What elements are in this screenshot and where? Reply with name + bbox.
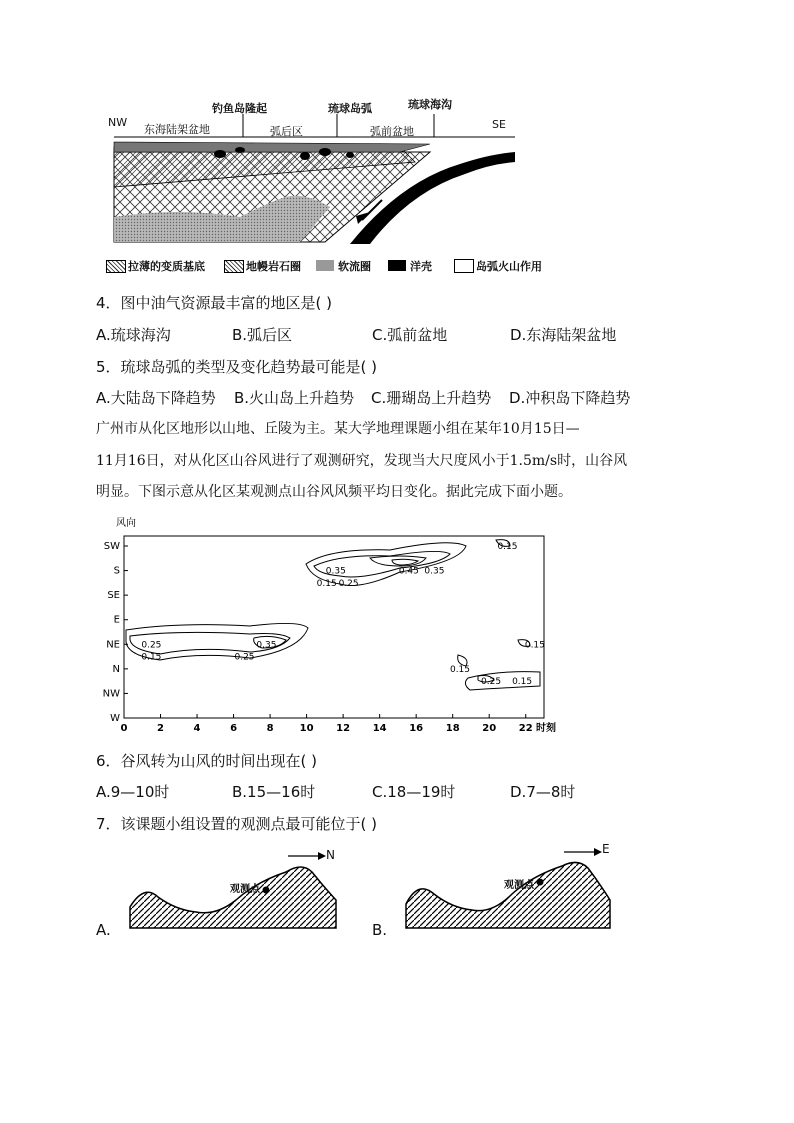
- q7-figure-b: [372, 842, 632, 942]
- legend-swatch-volcanic: [454, 259, 474, 273]
- q6-stem: 6．谷风转为山风的时间出现在( ): [96, 752, 318, 770]
- passage-line-3: 明显。下图示意从化区某观测点山谷风风频平均日变化。据此完成下面小题。: [96, 484, 572, 500]
- contour-label: 0.15: [524, 640, 545, 651]
- legend-swatch-asthenosphere: [316, 260, 334, 271]
- contour-label: 0.15: [449, 664, 471, 675]
- wind-chart: [100, 510, 556, 735]
- q7-figure-a: [96, 842, 356, 942]
- q7-a-arrow-label: N: [326, 848, 335, 862]
- passage-line-2: 11月16日，对从化区山谷风进行了观测研究，发现当大尺度风小于1.5m/s时，山谷风: [96, 453, 628, 469]
- y-tick-label: SE: [107, 590, 120, 602]
- contour-label: 0.25: [234, 652, 255, 663]
- q4-option-a: A.琉球海沟: [96, 326, 171, 344]
- contour-label: 0.25: [141, 640, 162, 651]
- contour-label: 0.35: [256, 640, 277, 651]
- q7-b-letter: B.: [372, 921, 388, 939]
- contour-label: 0.25: [338, 578, 359, 589]
- q4-option-b: B.弧后区: [232, 326, 293, 344]
- observation-point-a: [263, 887, 270, 894]
- q5-option-d: D.冲积岛下降趋势: [509, 389, 631, 407]
- label-back-arc: 弧后区: [270, 125, 303, 138]
- contour-label: 0.25: [481, 677, 502, 688]
- y-tick-label: SW: [103, 541, 120, 552]
- label-ryukyu-arc: 琉球岛弧: [328, 102, 372, 115]
- q6-option-a: A.9—10时: [96, 783, 170, 801]
- x-tick-label: 2: [157, 723, 165, 734]
- x-tick-label: 10: [299, 723, 314, 734]
- contour-label: 0.35: [424, 566, 445, 577]
- q7-b-point-label: 观测点: [504, 880, 534, 891]
- y-tick-label: NW: [102, 688, 120, 700]
- figure1-legend: [106, 258, 556, 276]
- contour-label: 0.15: [316, 578, 337, 589]
- y-axis-label: 风向: [116, 518, 136, 529]
- label-nw: NW: [108, 116, 128, 129]
- label-fore-arc: 弧前盆地: [370, 125, 414, 138]
- legend-swatch-basement: [106, 260, 126, 273]
- cross-section-figure: [100, 92, 550, 277]
- q7-a-letter: A.: [96, 921, 111, 939]
- label-ryukyu-trench: 琉球海沟: [408, 98, 452, 111]
- q6-option-d: D.7—8时: [510, 783, 576, 801]
- y-tick-label: N: [112, 663, 120, 675]
- x-tick-label: 14: [372, 723, 387, 734]
- contour-label: 0.15: [512, 677, 533, 688]
- q7-a-point-label: 观测点: [230, 884, 260, 895]
- x-tick-label: 6: [230, 723, 238, 734]
- q6-option-c: C.18—19时: [372, 783, 456, 801]
- contour-label: 0.15: [141, 652, 162, 663]
- legend-oceancrust: 洋壳: [410, 260, 432, 273]
- x-axis-label: 时刻: [536, 723, 556, 734]
- x-tick-label: 4: [193, 723, 201, 734]
- contour-label: 0.15: [497, 542, 518, 552]
- east-arrow-icon: [594, 848, 602, 856]
- x-tick-label: 22: [518, 723, 533, 734]
- x-tick-label: 8: [266, 723, 274, 734]
- contour-label-group: [141, 542, 545, 687]
- x-tick-label: 18: [445, 723, 460, 734]
- legend-mantle: 地幔岩石圈: [246, 260, 301, 273]
- legend-asthenosphere: 软流圈: [338, 260, 371, 273]
- y-tick-label: NE: [106, 639, 120, 651]
- legend-swatch-mantle: [224, 260, 244, 273]
- q5-option-b: B.火山岛上升趋势: [234, 389, 355, 407]
- label-se: SE: [492, 118, 506, 131]
- y-tick-label: E: [113, 614, 120, 626]
- contour-lines: [126, 540, 540, 690]
- q5-option-c: C.珊瑚岛上升趋势: [371, 389, 492, 407]
- label-shelf-basin: 东海陆架盆地: [144, 123, 210, 136]
- x-tick-label: 0: [120, 723, 128, 734]
- q7-figure-a-svg: [96, 842, 356, 942]
- q7-figure-b-svg: [372, 842, 632, 942]
- passage-line-1: 广州市从化区地形以山地、丘陵为主。某大学地理课题小组在某年10月15日—: [96, 421, 580, 437]
- q5-option-a: A.大陆岛下降趋势: [96, 389, 216, 407]
- x-tick-group: [121, 714, 533, 734]
- q7-stem: 7．该课题小组设置的观测点最可能位于( ): [96, 815, 378, 833]
- wind-chart-svg: [100, 510, 556, 735]
- x-tick-label: 12: [336, 723, 351, 734]
- legend-swatch-oceancrust: [388, 260, 406, 271]
- legend-volcanic: 岛弧火山作用: [476, 260, 542, 273]
- x-tick-label: 20: [482, 723, 497, 734]
- north-arrow-icon: [318, 852, 326, 860]
- contour-label: 0.45: [398, 566, 419, 577]
- y-tick-label: S: [113, 565, 120, 577]
- chart-frame: [124, 536, 544, 718]
- cross-section-svg: [100, 92, 550, 277]
- q4-option-d: D.东海陆架盆地: [510, 326, 617, 344]
- q6-option-b: B.15—16时: [232, 783, 316, 801]
- legend-basement: 拉薄的变质基底: [128, 260, 205, 273]
- q4-stem: 4．图中油气资源最丰富的地区是( ): [96, 294, 333, 312]
- x-tick-label: 16: [409, 723, 424, 734]
- label-diaoyu: 钓鱼岛隆起: [212, 102, 267, 115]
- y-tick-label: W: [110, 713, 120, 724]
- observation-point-b: [537, 879, 544, 886]
- q4-option-c: C.弧前盆地: [372, 326, 448, 344]
- q7-b-arrow-label: E: [602, 842, 610, 856]
- q5-stem: 5．琉球岛弧的类型及变化趋势最可能是( ): [96, 358, 378, 376]
- contour-label: 0.35: [325, 566, 346, 577]
